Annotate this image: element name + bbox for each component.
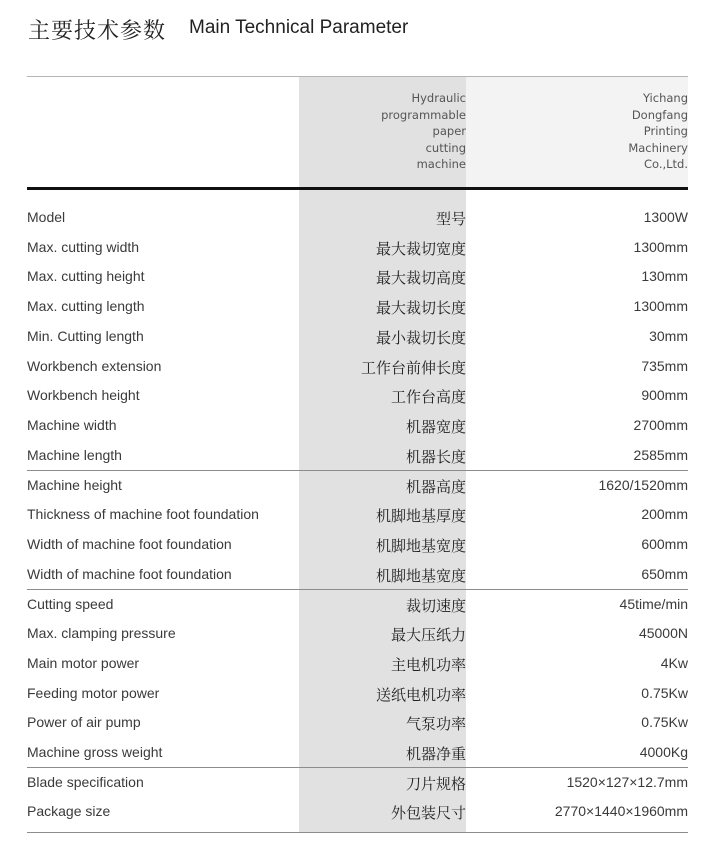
parameter-value: 2585mm [633,447,688,463]
table-row [0,411,717,441]
parameter-name-en: Machine length [27,447,122,463]
parameter-name-cn: 最大压纸力 [390,626,466,644]
parameter-name-en: Workbench extension [27,358,162,374]
page-title-english: Main Technical Parameter [189,17,409,38]
header-company-line: Yichang [642,91,688,105]
parameter-name-en: Cutting speed [27,596,114,612]
parameter-name-cn: 工作台高度 [390,388,466,406]
parameter-name-en: Machine height [27,477,122,493]
parameter-value: 130mm [641,268,688,284]
parameter-name-cn: 最大裁切长度 [375,299,466,317]
page-title-chinese: 主要技术参数 [28,19,167,44]
parameter-name-en: Max. clamping pressure [27,625,176,641]
parameter-name-cn: 最大裁切宽度 [375,240,466,258]
header-product-line: paper [432,124,466,139]
table-row [0,530,717,560]
parameter-name-cn: 机脚地基宽度 [375,567,466,585]
header-company-line: Dongfang [631,107,688,122]
parameter-name-cn: 最大裁切高度 [375,269,466,287]
parameter-name-cn: 送纸电机功率 [375,686,466,704]
parameter-value: 1300mm [633,239,688,255]
parameter-name-en: Blade specification [27,774,144,790]
table-row [0,768,717,798]
parameter-name-cn: 外包装尺寸 [390,804,466,822]
parameter-name-en: Package size [27,803,111,819]
table-row [0,649,717,679]
header-product-name [340,90,466,173]
parameter-value: 650mm [641,566,688,582]
table-row [0,500,717,530]
parameter-value: 2700mm [633,417,688,433]
parameter-name-en: Thickness of machine foot foundation [27,506,259,522]
parameter-name-cn: 主电机功率 [390,656,466,674]
parameter-name-cn: 机脚地基宽度 [375,537,466,555]
parameter-name-en: Width of machine foot foundation [27,566,232,582]
parameter-value: 735mm [641,358,688,374]
table-row [0,797,717,827]
parameter-value: 600mm [641,536,688,552]
table-row [0,471,717,501]
header-company-name [540,90,688,173]
table-row [0,560,717,590]
parameter-value: 0.75Kw [641,714,688,730]
parameter-name-en: Max. cutting height [27,268,145,284]
parameter-value: 30mm [649,328,688,344]
header-company-line: Printing [643,124,688,139]
parameter-name-cn: 工作台前伸长度 [360,359,466,377]
parameter-name-en: Min. Cutting length [27,328,144,344]
parameter-name-cn: 机器净重 [405,745,466,763]
parameter-name-cn: 型号 [435,210,466,228]
parameter-value: 4000Kg [639,744,688,760]
table-row [0,738,717,768]
parameter-name-en: Main motor power [27,655,140,671]
parameter-name-en: Feeding motor power [27,685,160,701]
parameter-name-en: Machine width [27,417,117,433]
parameter-name-cn: 机器长度 [405,448,466,466]
header-divider [27,187,688,190]
table-row [0,708,717,738]
parameter-name-cn: 机器宽度 [405,418,466,436]
parameter-value: 45time/min [619,596,688,612]
parameter-name-cn: 机器高度 [405,478,466,496]
parameter-value: 4Kw [660,655,688,671]
header-product-line: cutting [425,140,466,155]
table-row [0,352,717,382]
table-row [0,233,717,263]
header-company-line: Machinery [628,140,688,155]
parameter-name-en: Power of air pump [27,714,141,730]
parameter-name-en: Workbench height [27,387,140,403]
parameter-value: 1300W [643,209,688,225]
table-row [0,619,717,649]
parameter-name-cn: 裁切速度 [405,597,466,615]
parameter-value: 45000N [638,625,688,641]
parameter-name-en: Width of machine foot foundation [27,536,232,552]
parameter-value: 200mm [641,506,688,522]
parameter-name-cn: 最小裁切长度 [375,329,466,347]
parameter-value: 900mm [641,387,688,403]
header-product-line: programmable [381,107,466,122]
table-row [0,381,717,411]
parameter-name-en: Model [27,209,66,225]
parameter-value: 0.75Kw [641,685,688,701]
parameter-value: 1620/1520mm [598,477,688,493]
parameter-name-cn: 刀片规格 [405,775,466,793]
parameter-name-cn: 气泵功率 [405,715,466,733]
parameter-value: 1520×127×12.7mm [566,774,688,790]
parameter-name-en: Max. cutting width [27,239,140,255]
parameter-name-cn: 机脚地基厚度 [375,507,466,525]
table-row [0,441,717,471]
parameter-name-en: Machine gross weight [27,744,163,760]
table-row [0,262,717,292]
parameter-value: 2770×1440×1960mm [554,803,688,819]
table-row [0,679,717,709]
bottom-divider [27,832,688,833]
header-product-line: Hydraulic [411,91,466,105]
parameter-name-en: Max. cutting length [27,298,145,314]
table-row [0,590,717,620]
table-row [0,292,717,322]
table-row [0,203,717,233]
parameter-value: 1300mm [633,298,688,314]
header-company-line: Co.,Ltd. [643,157,688,172]
table-row [0,322,717,352]
header-product-line: machine [416,157,466,172]
